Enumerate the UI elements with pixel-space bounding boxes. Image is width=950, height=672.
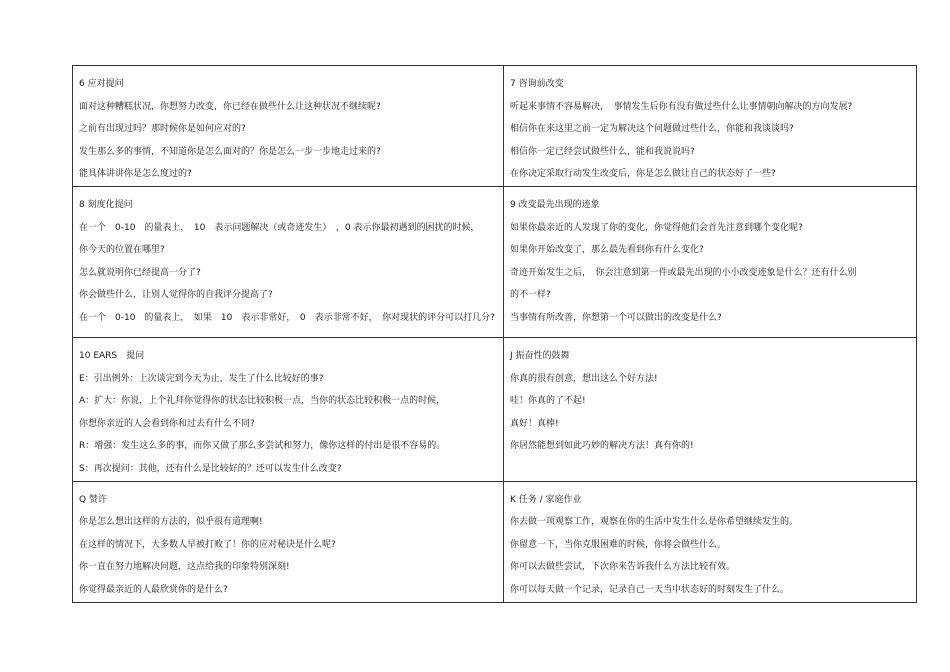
table-row [73,66,917,187]
cell-line: 在这样的情况下，大多数人早被打败了！你的应对秘诀是什么呢? [79,539,336,550]
table-row [73,186,917,337]
cell-line: 你可以每天做一个记录，记录自己一天当中状态好的时刻发生了什么。 [510,584,790,595]
cell-line: 怎么就说明你已经提高一分了? [79,267,201,278]
cell-line: 真好！真棒! [510,418,559,429]
cell-coping-questions [73,66,504,187]
cell-line: 你想你亲近的人会看到你和过去有什么不同? [79,418,255,429]
cell-line: 你今天的位置在哪里? [79,245,165,256]
cell-line: 你会做些什么，让别人觉得你的自我评分提高了? [79,290,273,301]
cell-title: 8 刻度化提问 [79,199,133,210]
cell-line: 之前有出现过吗？那时候你是如何应对的? [79,124,246,135]
cell-title: 6 应对提问 [79,79,124,89]
cell-title: K 任务 / 家庭作业 [510,494,582,505]
cell-compliments [73,481,504,602]
cell-line: 相信你一定已经尝试做些什么，能和我说说吗? [510,146,695,157]
cell-scaling-questions [73,186,504,337]
cell-line: 在你决定采取行动发生改变后，你是怎么做让自己的状态好了一些? [510,169,776,180]
cell-line: 能具体讲讲你是怎么度过的? [79,169,192,180]
cell-line: 在一个 0-10 的量表上， 如果 10 表示非常好， 0 表示非常不好， 你对现状的评分可以打几分? [79,312,495,323]
cell-line: 你居然能想到如此巧妙的解决方法！真有你的! [510,441,694,452]
cell-ears-questions [73,337,504,481]
cell-line: 如果你最亲近的人发现了你的变化，你觉得他们会首先注意到哪个变化呢? [510,222,803,233]
cell-line: 相信你在来这里之前一定为解决这个问题做过些什么，你能和我谈谈吗? [510,124,794,135]
cell-title: 7 咨询前改变 [510,79,564,89]
cell-line: 你一直在努力地解决问题，这点给我的印象特别深刻! [79,562,290,573]
cell-line: 在一个 0-10 的量表上， 10 表示问题解决（或奇迹发生） ，0 表示你最初遇到的困扰的时候， [79,222,480,233]
cell-pre-session-change [504,66,917,187]
cell-line: 你觉得最亲近的人最欣赏你的是什么? [79,584,228,595]
cell-line: 你可以去做些尝试，下次你来告诉我什么方法比较有效。 [510,562,736,573]
cell-line: R：增强：发生这么多的事，而你又做了那么多尝试和努力，像你这样的付出是很不容易的。 [79,441,446,452]
cell-title: 9 改变最先出现的迹象 [510,199,600,210]
cell-line: 如果你开始改变了，那么最先看到你有什么变化? [510,245,704,256]
cell-line: E：引出例外：上次谈完到今天为止，发生了什么比较好的事? [79,373,324,384]
cell-line: A：扩大：你说，上个礼拜你觉得你的状态比较积极一点，当你的状态比较积极一点的时候， [79,396,446,407]
table-row [73,337,917,481]
cell-line: 发生那么多的事情，不知道你是怎么面对的？你是怎么一步一步地走过来的? [79,146,381,157]
cell-first-signs-of-change [504,186,917,337]
cell-line: 的不一样? [510,290,551,301]
cell-line: 听起来事情不容易解决， 事情发生后你有没有做过些什么让事情朝向解决的方向发展? [510,101,853,112]
cell-line: 哇！你真的了不起! [510,396,586,407]
cell-title: 10 EARS 提问 [79,350,145,361]
cell-line: 你是怎么想出这样的方法的，似乎很有道理啊! [79,517,263,528]
cell-homework-tasks [504,481,917,602]
cell-line: 面对这种糟糕状况，你想努力改变，你已经在做些什么让这种状况不继续呢? [79,101,381,112]
cell-line: S：再次提问：其他，还有什么是比较好的？还可以发生什么改变? [79,463,342,474]
cell-title: J 振奋性的鼓舞 [510,350,570,361]
document-page [72,65,890,603]
cell-encouragement [504,337,917,481]
table-row [73,481,917,602]
cell-line: 奇迹开始发生之后， 你会注意到第一件或最先出现的小小改变迹象是什么？还有什么别 [510,267,857,278]
cell-title: Q 赞许 [79,494,107,505]
cell-line: 当事情有所改善，你想第一个可以做出的改变是什么? [510,312,722,323]
questions-table [72,65,917,603]
cell-line: 你真的很有创意，想出这么个好方法! [510,373,658,384]
cell-line: 你去做一项观察工作，观察在你的生活中发生什么是你希望继续发生的。 [510,517,799,528]
cell-line: 你留意一下，当你克服困难的时候，你将会做些什么。 [510,539,727,550]
